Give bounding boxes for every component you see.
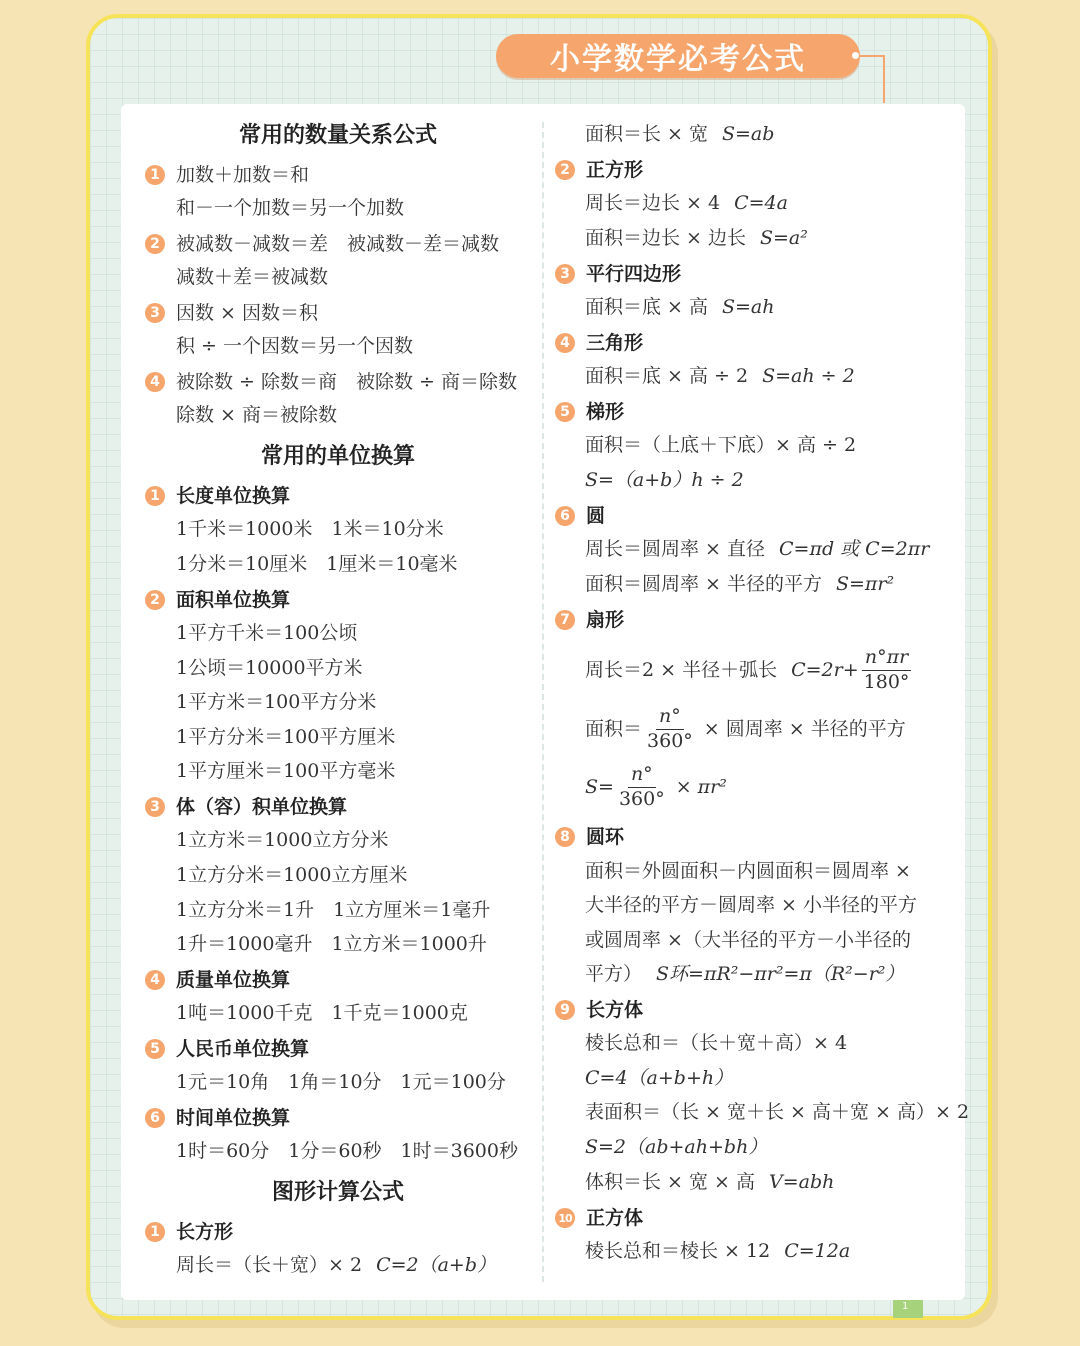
- formula-symbolic: S=ah ÷ 2: [762, 365, 855, 387]
- formula-text: 大半径的平方－圆周率 × 小半径的平方: [585, 894, 917, 916]
- number-badge: 6: [145, 1108, 165, 1128]
- formula-text: 1时＝60分 1分＝60秒 1时＝3600秒: [176, 1140, 518, 1162]
- sector-area: [585, 707, 906, 752]
- formula-text: 1公顷＝10000平方米: [176, 657, 363, 679]
- quantity-item-2: [145, 234, 499, 254]
- heading-text: 圆: [586, 504, 606, 527]
- formula-text: 因数 × 因数＝积: [176, 301, 318, 324]
- square-area: [585, 229, 808, 248]
- formula-text: 1立方分米＝1000立方厘米: [176, 864, 408, 886]
- formula-symbolic: S=ah: [722, 296, 775, 318]
- formula-text: 面积＝底 × 高: [585, 296, 708, 318]
- circle-area: [585, 575, 894, 594]
- formula-text: 被减数－减数＝差 被减数－差＝减数: [176, 232, 500, 255]
- shape-heading-cube: [555, 1208, 643, 1228]
- number-badge: 4: [555, 333, 575, 353]
- shape-heading-cuboid: [555, 1000, 643, 1020]
- page-number: 1: [902, 1301, 909, 1312]
- number-badge: 10: [555, 1208, 575, 1228]
- fraction: [861, 648, 913, 693]
- formula-text: 和－一个加数＝另一个加数: [176, 197, 405, 219]
- units-heading-length: [145, 486, 290, 506]
- heading-text: 长方形: [176, 1220, 234, 1243]
- heading-text: 三角形: [586, 331, 644, 354]
- shape-heading-rectangle: [145, 1222, 233, 1242]
- heading-text: 面积单位换算: [176, 588, 291, 611]
- formula-symbolic: C=πd 或 C=2πr: [779, 538, 930, 560]
- formula-text: 被除数 ÷ 除数＝商 被除数 ÷ 商＝除数: [176, 370, 517, 393]
- formula-text: 积 ÷ 一个因数＝另一个因数: [176, 335, 413, 357]
- formula-text: 体积＝长 × 宽 × 高: [585, 1171, 755, 1193]
- formula-text: 平方）: [585, 963, 643, 985]
- heading-text: 质量单位换算: [176, 968, 291, 991]
- formula-text: 面积＝外圆面积－内圆面积＝圆周率 ×: [585, 860, 911, 882]
- formula-text: 1立方分米＝1升 1立方厘米＝1毫升: [176, 899, 491, 921]
- number-badge: 5: [555, 402, 575, 422]
- number-badge: 2: [145, 234, 165, 254]
- formula-text: 周长＝（长＋宽）× 2: [176, 1254, 363, 1276]
- formula-symbolic: V=abh: [769, 1171, 835, 1193]
- formula-text: 1吨＝1000千克 1千克＝1000克: [176, 1002, 468, 1024]
- fraction-numerator: n°: [628, 765, 656, 788]
- fraction-numerator: n°: [656, 707, 684, 730]
- formula-text: 面积＝长 × 宽: [585, 123, 708, 145]
- fraction-denominator: 180°: [863, 670, 910, 693]
- section-title-quantity: 常用的数量关系公式: [238, 123, 438, 148]
- formula-symbolic: S=: [585, 775, 614, 798]
- number-badge: 1: [145, 1222, 165, 1242]
- formula-text: 1平方千米＝100公顷: [176, 622, 358, 644]
- triangle-area: [585, 367, 855, 386]
- units-heading-mass: [145, 970, 290, 990]
- number-badge: 3: [145, 797, 165, 817]
- formula-text: 减数＋差＝被减数: [176, 266, 329, 288]
- formula-text: 加数＋加数＝和: [176, 163, 310, 186]
- quantity-item-3: [145, 303, 318, 323]
- formula-text: 1升＝1000毫升 1立方米＝1000升: [176, 933, 487, 955]
- number-badge: 1: [145, 165, 165, 185]
- number-badge: 8: [555, 827, 575, 847]
- units-heading-rmb: [145, 1039, 309, 1059]
- formula-text: 1平方厘米＝100平方毫米: [176, 760, 396, 782]
- trapezoid-area: 面积＝（上底＋下底）× 高 ÷ 2: [585, 434, 857, 456]
- shape-heading-circle: [555, 506, 605, 526]
- number-badge: 5: [145, 1039, 165, 1059]
- formula-symbolic: S=ab: [722, 123, 775, 145]
- shape-heading-trapezoid: [555, 402, 624, 422]
- heading-text: 平行四边形: [586, 262, 682, 285]
- heading-text: 时间单位换算: [176, 1106, 291, 1129]
- shape-heading-square: [555, 160, 643, 180]
- square-perimeter: [585, 194, 788, 213]
- shape-heading-ring: [555, 827, 624, 847]
- sector-area-symbolic: [585, 765, 727, 810]
- circle-perimeter: [585, 540, 929, 559]
- formula-symbolic: S=πr²: [836, 573, 895, 595]
- column-divider: [542, 122, 544, 1282]
- formula-text: 面积＝底 × 高 ÷ 2: [585, 365, 749, 387]
- heading-text: 体（容）积单位换算: [176, 795, 348, 818]
- formula-text: 1千米＝1000米 1米＝10分米: [176, 518, 444, 540]
- number-badge: 1: [145, 486, 165, 506]
- formula-symbolic: C=4a: [734, 192, 788, 214]
- heading-text: 圆环: [586, 825, 625, 848]
- cuboid-volume: [585, 1173, 834, 1192]
- cube-edge: [585, 1242, 850, 1261]
- formula-symbolic: C=2（a+b）: [376, 1254, 497, 1276]
- rectangle-perimeter: [176, 1256, 496, 1275]
- formula-text: 面积＝边长 × 边长: [585, 227, 746, 249]
- heading-text: 人民币单位换算: [176, 1037, 310, 1060]
- number-badge: 7: [555, 610, 575, 630]
- formula-text: 面积＝: [585, 717, 643, 740]
- heading-text: 扇形: [586, 608, 625, 631]
- shape-heading-triangle: [555, 333, 643, 353]
- quantity-item-4: [145, 372, 517, 392]
- formula-text: 1立方米＝1000立方分米: [176, 829, 389, 851]
- number-badge: 2: [555, 160, 575, 180]
- shape-heading-sector: [555, 610, 624, 630]
- formula-text: × 圆周率 × 半径的平方: [703, 717, 906, 740]
- fraction: [616, 765, 668, 810]
- quantity-item-1: [145, 165, 309, 185]
- formula-text: 1平方分米＝100平方厘米: [176, 726, 396, 748]
- shape-heading-parallelogram: [555, 264, 681, 284]
- rectangle-area: [585, 125, 774, 144]
- fraction-numerator: n°πr: [862, 648, 911, 671]
- formula-symbolic: C=12a: [784, 1240, 851, 1262]
- units-heading-volume: [145, 797, 347, 817]
- heading-text: 长度单位换算: [176, 484, 291, 507]
- number-badge: 4: [145, 970, 165, 990]
- formula-symbolic: S环=πR²−πr²=π（R²−r²）: [656, 963, 905, 985]
- cuboid-surface: 表面积＝（长 × 宽＋长 × 高＋宽 × 高）× 2: [585, 1101, 970, 1123]
- number-badge: 9: [555, 1000, 575, 1020]
- title-connector-dot: [851, 51, 860, 60]
- formula-text: 1分米＝10厘米 1厘米＝10毫米: [176, 553, 458, 575]
- trapezoid-area-symbolic: S=（a+b）h ÷ 2: [585, 469, 744, 491]
- number-badge: 4: [145, 372, 165, 392]
- ring-area-last: [585, 965, 904, 984]
- title-connector-vertical: [883, 55, 885, 103]
- formula-text: 周长＝边长 × 4: [585, 192, 721, 214]
- formula-text: 除数 × 商＝被除数: [176, 404, 337, 426]
- formula-text: 1元＝10角 1角＝10分 1元＝100分: [176, 1071, 506, 1093]
- cuboid-edge-symbolic: C=4（a+b+h）: [585, 1067, 734, 1089]
- section-title-units: 常用的单位换算: [260, 444, 416, 469]
- title-connector: [856, 55, 884, 57]
- heading-text: 长方体: [586, 998, 644, 1021]
- parallelogram-area: [585, 298, 775, 317]
- number-badge: 3: [145, 303, 165, 323]
- page-title: 小学数学必考公式: [496, 34, 860, 78]
- cuboid-edge: 棱长总和＝（长＋宽＋高）× 4: [585, 1032, 848, 1054]
- number-badge: 6: [555, 506, 575, 526]
- section-title-shapes: 图形计算公式: [271, 1180, 405, 1205]
- cuboid-surface-symbolic: S=2（ab+ah+bh）: [585, 1136, 768, 1158]
- number-badge: 2: [145, 590, 165, 610]
- formula-symbolic: C=2r+: [791, 658, 859, 681]
- fraction: [644, 707, 696, 752]
- number-badge: 3: [555, 264, 575, 284]
- formula-text: 棱长总和＝棱长 × 12: [585, 1240, 771, 1262]
- formula-text: 周长＝圆周率 × 直径: [585, 538, 765, 560]
- formula-text: 面积＝圆周率 × 半径的平方: [585, 573, 822, 595]
- formula-symbolic: S=a²: [760, 227, 808, 249]
- fraction-denominator: 360°: [618, 787, 665, 810]
- units-heading-time: [145, 1108, 290, 1128]
- fraction-denominator: 360°: [647, 729, 693, 752]
- formula-text: 或圆周率 ×（大半径的平方－小半径的: [585, 929, 911, 951]
- formula-text: 1平方米＝100平方分米: [176, 691, 377, 713]
- formula-text: 周长＝2 × 半径＋弧长: [585, 658, 778, 681]
- heading-text: 正方形: [586, 158, 644, 181]
- units-heading-area: [145, 590, 290, 610]
- formula-symbolic: × πr²: [675, 775, 727, 798]
- sector-perimeter: [585, 648, 914, 693]
- heading-text: 梯形: [586, 400, 625, 423]
- heading-text: 正方体: [586, 1206, 644, 1229]
